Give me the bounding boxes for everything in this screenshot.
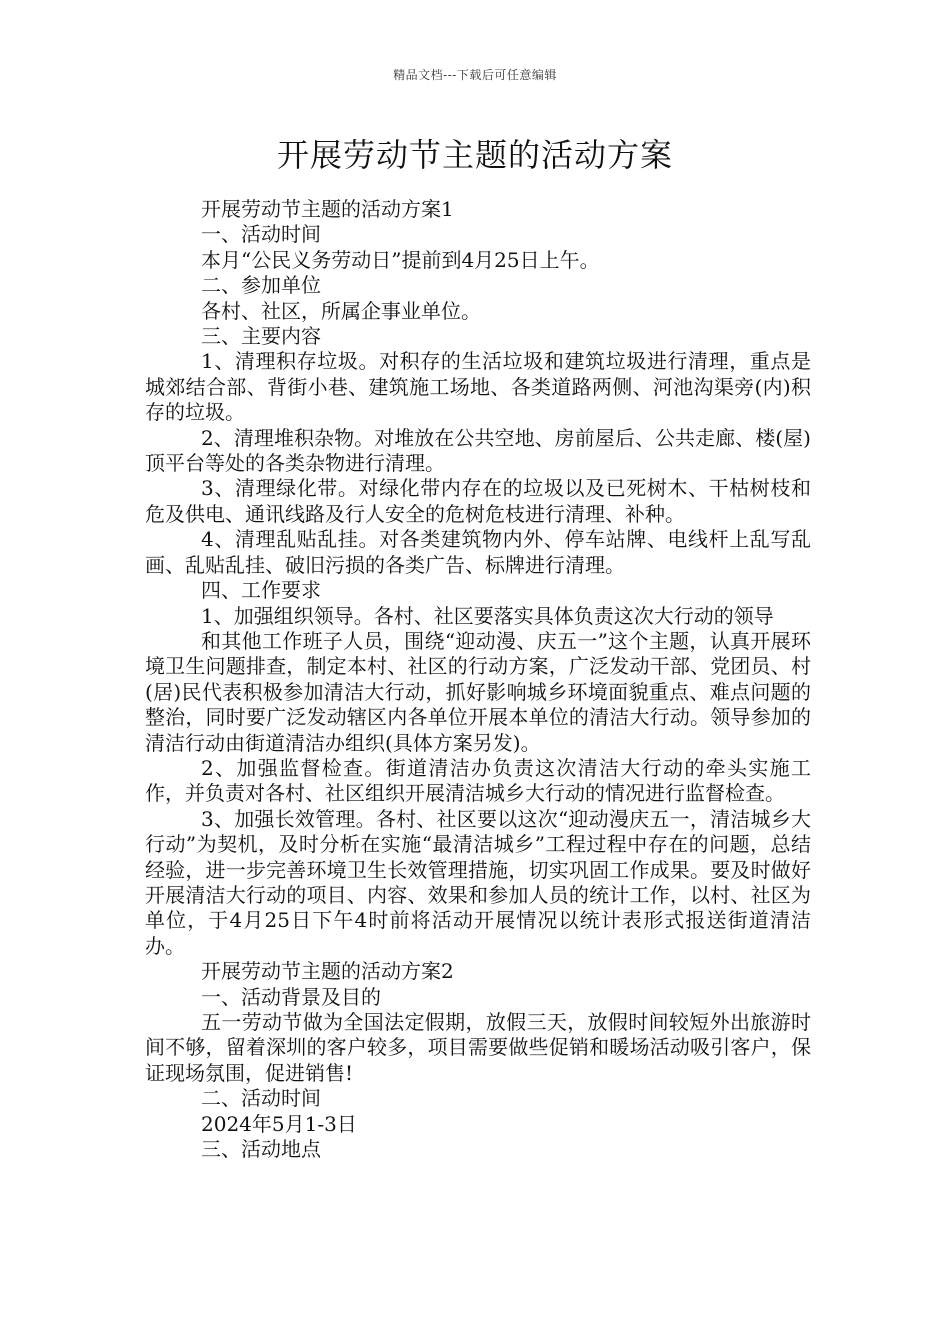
paragraph: 五一劳动节做为全国法定假期，放假三天，放假时间较短外出旅游时间不够，留着深圳的客户较多，项目需要做些促销和暖场活动吸引客户，保证现场氛围，促进销售! [145,1010,811,1085]
page-header: 精品文档---下载后可任意编辑 [393,68,557,82]
paragraph: 1、清理积存垃圾。对积存的生活垃圾和建筑垃圾进行清理，重点是城郊结合部、背街小巷、建筑施工场地、各类道路两侧、河池沟渠旁(内)积存的垃圾。 [145,349,811,425]
paragraph: 2024年5月1-3日 [201,1111,357,1136]
paragraph: 一、活动时间 [201,222,321,247]
paragraph: 3、清理绿化带。对绿化带内存在的垃圾以及已死树木、干枯树枝和危及供电、通讯线路及行人安全的危树危枝进行清理、补种。 [145,476,811,526]
paragraph: 三、主要内容 [201,324,321,349]
paragraph: 三、活动地点 [201,1137,321,1162]
paragraph: 本月“公民义务劳动日”提前到4月25日上午。 [201,247,600,272]
paragraph: 开展劳动节主题的活动方案1 [201,197,454,221]
paragraph: 2、加强监督检查。街道清洁办负责这次清洁大行动的牵头实施工作，并负责对各村、社区组织开展清洁城乡大行动的情况进行监督检查。 [145,755,811,806]
paragraph: 二、活动时间 [201,1086,321,1111]
document-title: 开展劳动节主题的活动方案 [276,136,673,174]
paragraph: 3、加强长效管理。各村、社区要以这次“迎动漫庆五一，清洁城乡大行动”为契机，及时分析在实施“最清洁城乡”工程过程中存在的问题，总结经验，进一步完善环境卫生长效管理措施，切实巩固工作成果。要及时做好开展清洁大行动的项目、内容、效果和参加人员的统计工作，以村、社区为单位，于4月25日下午4时前将活动开展情况以统计表形式报送街道清洁办。 [145,806,811,958]
paragraph: 开展劳动节主题的活动方案2 [201,959,454,984]
paragraph: 2、清理堆积杂物。对堆放在公共空地、房前屋后、公共走廊、楼(屋)顶平台等处的各类杂物进行清理。 [145,425,811,476]
paragraph: 1、加强组织领导。各村、社区要落实具体负责这次大行动的领导 [201,603,774,628]
paragraph: 4、清理乱贴乱挂。对各类建筑物内外、停车站牌、电线杆上乱写乱画、乱贴乱挂、破旧污损的各类广告、标牌进行清理。 [145,527,811,577]
paragraph: 一、活动背景及目的 [201,984,381,1009]
paragraph: 二、参加单位 [201,273,321,298]
paragraph: 四、工作要求 [201,578,321,603]
document-body [145,197,811,1162]
paragraph: 各村、社区，所属企事业单位。 [201,298,481,323]
paragraph: 和其他工作班子人员，围绕“迎动漫、庆五一”这个主题，认真开展环境卫生问题排查，制定本村、社区的行动方案，广泛发动干部、党团员、村(居)民代表积极参加清洁大行动，抓好影响城乡环境面貌重点、难点问题的整治，同时要广泛发动辖区内各单位开展本单位的清洁大行动。领导参加的清洁行动由街道清洁办组织(具体方案另发)。 [145,628,811,755]
